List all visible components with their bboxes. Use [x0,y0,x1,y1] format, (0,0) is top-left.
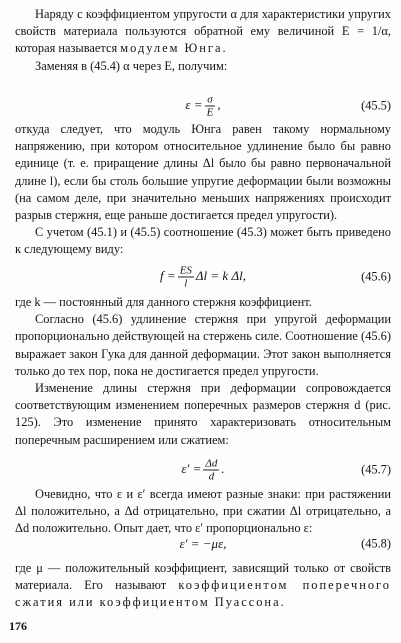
paragraph-6: Согласно (45.6) удлинение стержня при упругой деформации пропорционально действующей на стержень силе. Соотношение (45.6) выражает закон Гука для данной деформации. Этот закон выполняется только до тех пор, пока не достигается предел упругости. [15,312,391,378]
equation-number: (45.8) [361,536,391,551]
formula-45-6: f = $\frac{ES}{l}$ Δl = k Δl, (45.6) [160,264,391,290]
page-number: 176 [9,619,27,633]
paragraph-7: Изменение длины стержня при деформации сопровождается соответствующим изменением поперечных размеров стержня d (рис. 125). Это изменение принято характеризовать относительным поперечным расширением или сжатием: [15,381,391,447]
paragraph-1-text: Наряду с коэффициентом упругости α для характеристики упругих свойств материала пользуются обратной ему величиной E = 1/α, которая называется [15,7,391,56]
equation-number: (45.6) [361,269,391,284]
paragraph-5: где k — постоянный для данного стержня коэффициент. Согласно (45.6) удлинение стержня при упругой деформации пропорционально действующей на стержень силе. Соотношение (45.6) выражает закон Гука для данной деформации. Этот закон выполняется только до тех пор, пока не достигается предел упругости. Изменение длины стержня при деформации сопровождается соответствующим изменением поперечных размеров стержня d (рис. 125). Это изменение принято характеризовать относительным поперечным расширением или сжатием: [15,294,391,449]
equation-number: (45.5) [361,98,391,113]
paragraph-2: Заменяя в (45.4) α через E, получим: [35,58,228,73]
equation-number: (45.7) [361,462,391,477]
paragraph-8: Очевидно, что ε и ε′ всегда имеют разные знаки: при растяжении Δl положительно, а Δd отрицательно, при сжатии Δl отрицательно, а Δd положительно. Опыт дает, что ε′ пропорционально ε: [15,487,391,536]
term-poisson-ratio: коэффициентом поперечного сжатия или коэффициентом Пуассона. [15,578,391,610]
paragraph-9: где μ — положительный коэффициент, зависящий только от свойств материала. Его называют коэффициентом поперечного сжатия или коэффициентом Пуассона. [15,561,391,610]
formula-45-5: ε = $\frac{\sigma}{E}$ , (45.5) [185,93,391,119]
formula-45-7: ε′ = $\frac{\Delta d}{d}$ . (45.7) [181,457,391,483]
paragraph-1 [15,6,391,75]
paragraph-3: откуда следует, что модуль Юнга равен такому нормальному напряжению, при котором относительное удлинение было бы равно единице (т. е. приращение длины Δl было бы равно первоначальной длине l), если бы столь большие упругие деформации были возможны (на самом деле, при значительно меньших напряжениях происходит разрыв стержня, еще раньше достигается предел упругости). С учетом (45.1) и (45.5) соотношение (45.3) может быть приведено к следующему виду: [15,121,391,259]
term-young-modulus: модулем Юнга. [120,41,228,56]
paragraph-4: С учетом (45.1) и (45.5) соотношение (45.3) может быть приведено к следующему виду: [15,225,391,257]
formula-45-8: ε′ = −με, (45.8) [179,536,391,551]
